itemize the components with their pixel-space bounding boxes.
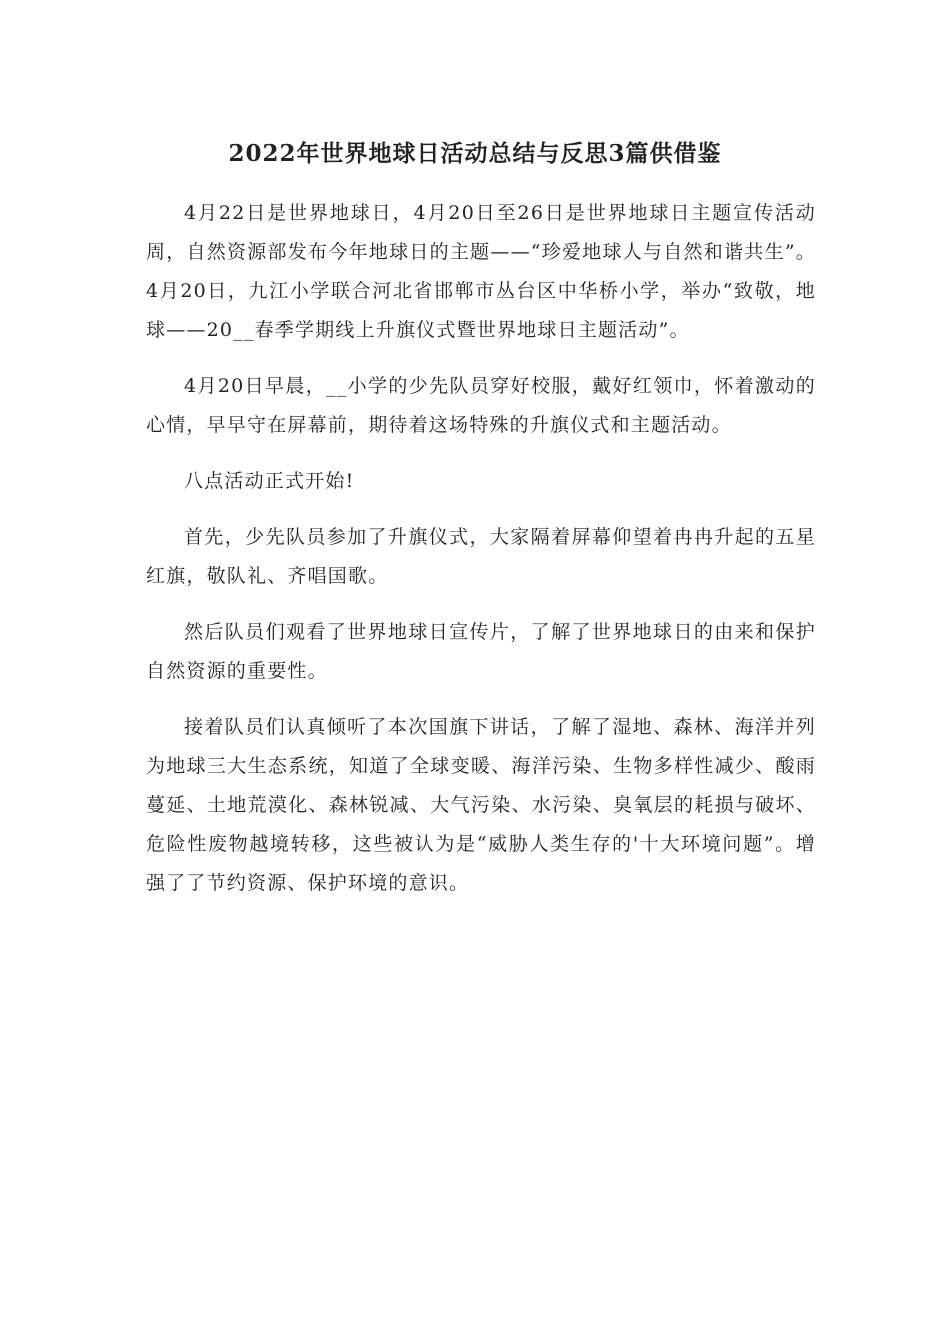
paragraph-1: 4月22日是世界地球日，4月20日至26日是世界地球日主题宣传活动周，自然资源部发布今年地球日的主题——“珍爱地球人与自然和谐共生”。4月20日，九江小学联合河北省邯郸市丛台区中华桥小学，举办“致敬，地球——20__春季学期线上升旗仪式暨世界地球日主题活动”。 (146, 202, 816, 341)
document-title: 2022年世界地球日活动总结与反思3篇供借鉴 (228, 140, 722, 167)
paragraph-3: 八点活动正式开始! (184, 470, 355, 492)
paragraph-4: 首先，少先队员参加了升旗仪式，大家隔着屏幕仰望着冉冉升起的五星红旗，敬队礼、齐唱国歌。 (146, 526, 816, 587)
paragraph-2: 4月20日早晨，__小学的少先队员穿好校服，戴好红领巾，怀着激动的心情，早早守在屏幕前，期待着这场特殊的升旗仪式和主题活动。 (146, 375, 816, 436)
paragraph-6: 接着队员们认真倾听了本次国旗下讲话，了解了湿地、森林、海洋并列为地球三大生态系统，知道了全球变暖、海洋污染、生物多样性减少、酸雨蔓延、土地荒漠化、森林锐减、大气污染、水污染、臭氧层的耗损与破坏、危险性废物越境转移，这些被认为是“威胁人类生存的'十大环境问题”。增强了了节约资源、保护环境的意识。 (146, 716, 816, 894)
paragraph-5: 然后队员们观看了世界地球日宣传片，了解了世界地球日的由来和保护自然资源的重要性。 (146, 621, 816, 682)
document-body (146, 194, 816, 920)
